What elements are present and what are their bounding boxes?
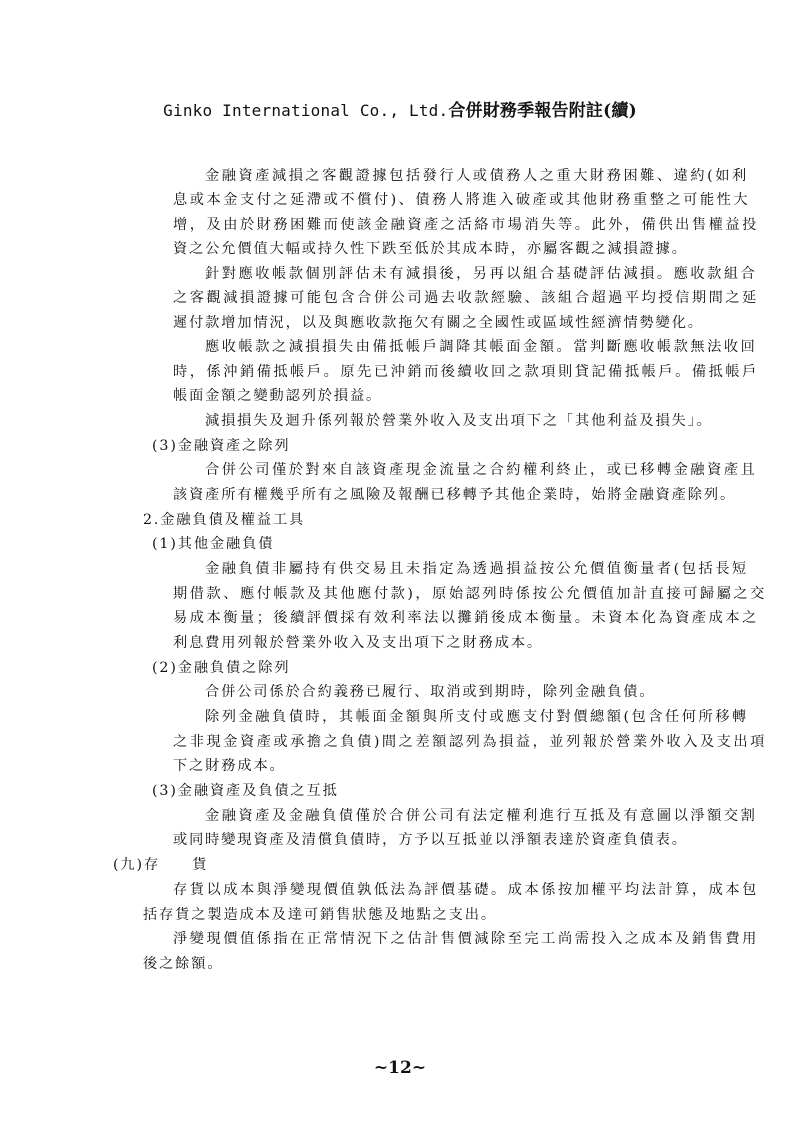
text-line: 金融資產減損之客觀證據包括發行人或債務人之重大財務困難、違約(如利 [205,168,749,184]
text-line: 易成本衡量；後續評價採有效利率法以攤銷後成本衡量。未資本化為資產成本之 [173,610,759,626]
company-name: Ginko International Co., Ltd. [163,101,449,120]
section-heading: (2)金融負債之除列 [152,660,291,676]
text-line: 期借款、應付帳款及其他應付款)，原始認列時係按公允價值加計直接可歸屬之交 [173,586,767,602]
text-line: 資之公允價值大幅或持久性下跌至低於其成本時，亦屬客觀之減損證據。 [173,241,688,257]
section-heading: (3)金融資產之除列 [152,438,291,454]
section-heading: (九)存 貨 [113,857,209,873]
page-number: ~12~ [373,1058,427,1078]
text-line: 存貨以成本與淨變現價值孰低法為評價基礎。成本係按加權平均法計算，成本包 [173,882,759,898]
text-line: 時，係沖銷備抵帳戶。原先已沖銷而後續收回之款項則貸記備抵帳戶。備抵帳戶 [173,364,759,380]
text-line: 下之財務成本。 [173,758,286,774]
text-line: 金融負債非屬持有供交易且未指定為透過損益按公允價值衡量者(包括長短 [205,561,749,577]
text-line: 括存貨之製造成本及達可銷售狀態及地點之支出。 [143,907,497,923]
text-line: 息或本金支付之延滯或不償付)、債務人將進入破產或其他財務重整之可能性大 [173,192,751,208]
text-line: 合併公司係於合約義務已履行、取消或到期時，除列金融負債。 [205,684,656,700]
text-line: 除列金融負債時，其帳面金額與所支付或應支付對價總額(包含任何所移轉 [205,709,749,725]
text-line: 遲付款增加情況，以及與應收款拖欠有關之全國性或區域性經濟情勢變化。 [173,315,704,331]
text-line: 利息費用列報於營業外收入及支出項下之財務成本。 [173,635,544,651]
text-line: 該資產所有權幾乎所有之風險及報酬已移轉予其他企業時，始將金融資產除列。 [173,487,737,503]
section-heading: (3)金融資產及負債之互抵 [152,783,339,799]
report-title: 合併財務季報告附註(續) [448,101,637,121]
text-line: 淨變現價值係指在正常情況下之估計售價減除至完工尚需投入之成本及銷售費用 [173,931,759,947]
text-line: 之非現金資產或承擔之負債)間之差額認列為損益，並列報於營業外收入及支出項 [173,734,767,750]
text-line: 應收帳款之減損損失由備抵帳戶調降其帳面金額。當判斷應收帳款無法收回 [205,339,758,355]
text-line: 金融資產及金融負債僅於合併公司有法定權利進行互抵及有意圖以淨額交割 [205,808,758,824]
text-line: 帳面金額之變動認列於損益。 [173,388,383,404]
text-line: 之客觀減損證據可能包含合併公司過去收款經驗、該組合超過平均授信期間之延 [173,290,759,306]
page-header [0,96,800,121]
text-line: 後之餘額。 [143,956,224,972]
section-heading: 2.金融負債及權益工具 [143,512,306,528]
text-line: 合併公司僅於對來自該資產現金流量之合約權利終止，或已移轉金融資產且 [205,462,758,478]
text-line: 減損損失及迴升係列報於營業外收入及支出項下之「其他利益及損失」。 [205,413,713,429]
section-heading: (1)其他金融負債 [152,536,275,552]
text-line: 針對應收帳款個別評估未有減損後，另再以組合基礎評估減損。應收款組合 [205,266,758,282]
text-line: 增，及由於財務困難而使該金融資產之活絡市場消失等。此外，備供出售權益投 [173,217,759,233]
text-line: 或同時變現資產及清償負債時，方予以互抵並以淨額表達於資產負債表。 [173,832,688,848]
